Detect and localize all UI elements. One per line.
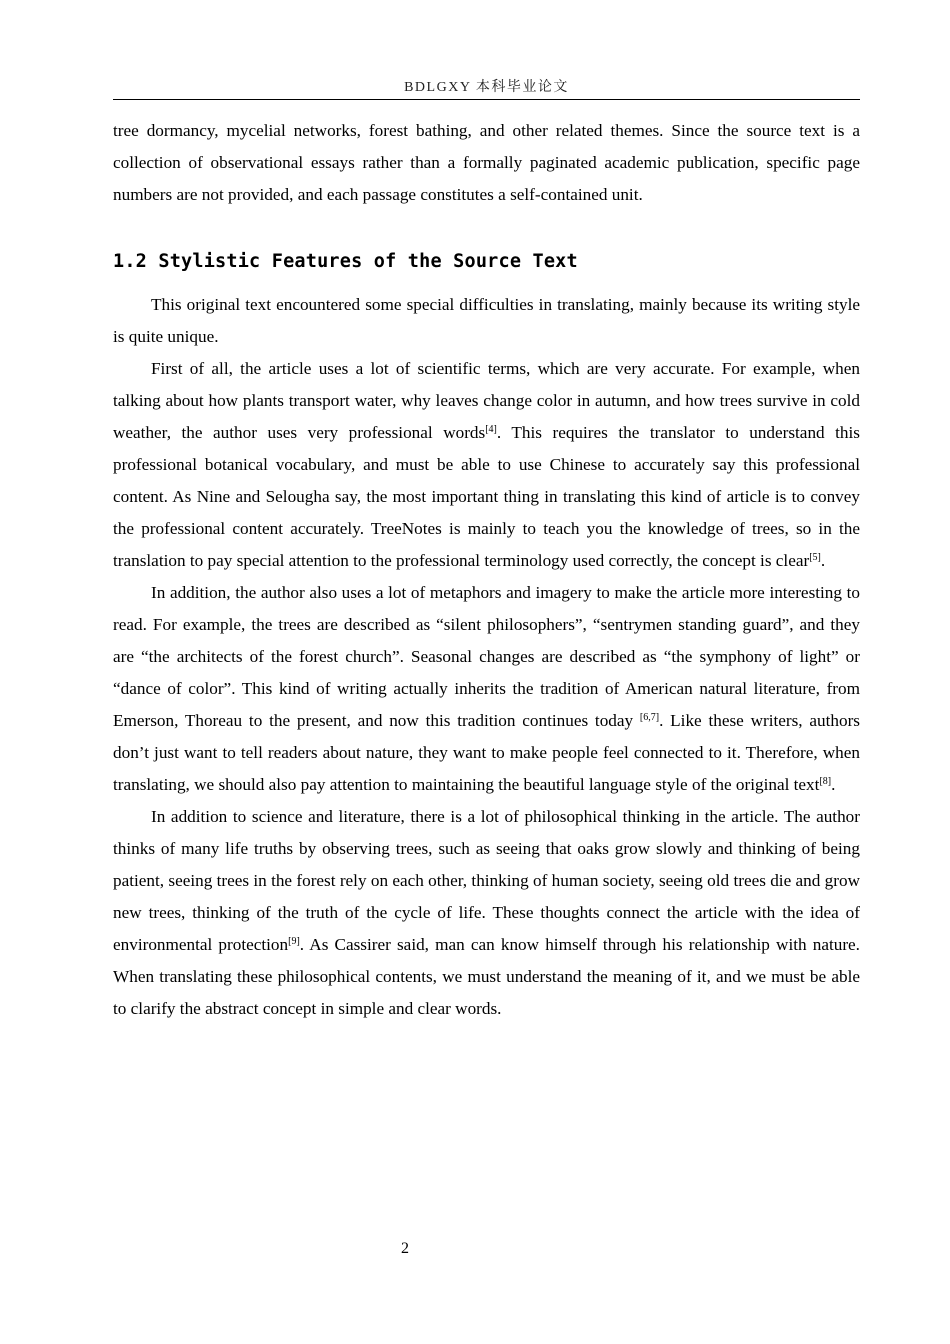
page-number: 2: [401, 1240, 409, 1257]
paragraph-philosophy: [113, 801, 860, 1025]
running-header: BDLGXY 本科毕业论文: [404, 80, 569, 95]
citation: [4]: [485, 424, 497, 435]
text-run: In addition to science and literature, there is a lot of philosophical thinking in the article. The author thinks of many life truths by observing trees, such as seeing that oaks grow slowly and thinking of being patient, seeing trees in the forest rely on each other, thinking of human society, seeing old trees die and grow new trees, thinking of the truth of the cycle of life. These thoughts connect the article with the idea of environmental protection: [113, 807, 860, 954]
text-run: .: [820, 551, 826, 570]
section-heading: 1.2 Stylistic Features of the Source Text: [113, 251, 578, 272]
citation: [5]: [809, 552, 821, 563]
text-run: . Like these writers, authors don’t just want to tell readers about nature, they want to make people feel connected to it. Therefore, when translating, we should also pay attention to maintaining the beautiful language style of the original text: [113, 711, 860, 794]
text-run: In addition, the author also uses a lot of metaphors and imagery to make the article more interesting to read. For example, the trees are described as “silent philosophers”, “sentrymen standing guard”, and they are “the architects of the forest church”. Seasonal changes are described as “the symphony of light” or “dance of color”. This kind of writing actually inherits the tradition of American natural literature, from Emerson, Thoreau to the present, and now this tradition continues today: [113, 583, 860, 730]
paragraph-intro: This original text encountered some special difficulties in translating, mainly because its writing style is quite unique.: [113, 295, 860, 346]
text-run: . As Cassirer said, man can know himself through his relationship with nature. When translating these philosophical contents, we must understand the meaning of it, and we must be able to clarify the abstract concept in simple and clear words.: [113, 935, 860, 1018]
paragraph-scientific-terms: [113, 353, 860, 577]
continuation-paragraph: tree dormancy, mycelial networks, forest bathing, and other related themes. Since the source text is a collection of observational essays rather than a formally paginated academic publication, specific page numbers are not provided, and each passage constitutes a self-contained unit.: [113, 121, 860, 204]
citation: [8]: [819, 776, 832, 787]
text-run: First of all, the article uses a lot of scientific terms, which are very accurate. For example, when talking about how plants transport water, why leaves change color in autumn, and how trees survive in cold weather, the author uses very professional words: [113, 359, 860, 442]
header-rule: [113, 99, 860, 100]
text-run: .: [831, 775, 836, 794]
paragraph-metaphors: [113, 577, 860, 801]
body-text: [113, 115, 860, 1025]
citation: [6,7]: [639, 712, 660, 723]
text-run: . This requires the translator to understand this professional botanical vocabulary, and must be able to use Chinese to accurately say this professional content. As Nine and Selougha say, the most important thing in translating this kind of article is to convey the professional content accurately. TreeNotes is mainly to teach you the knowledge of trees, so in the translation to pay special attention to the professional terminology used correctly, the concept is clear: [113, 423, 860, 570]
citation: [9]: [288, 936, 300, 947]
